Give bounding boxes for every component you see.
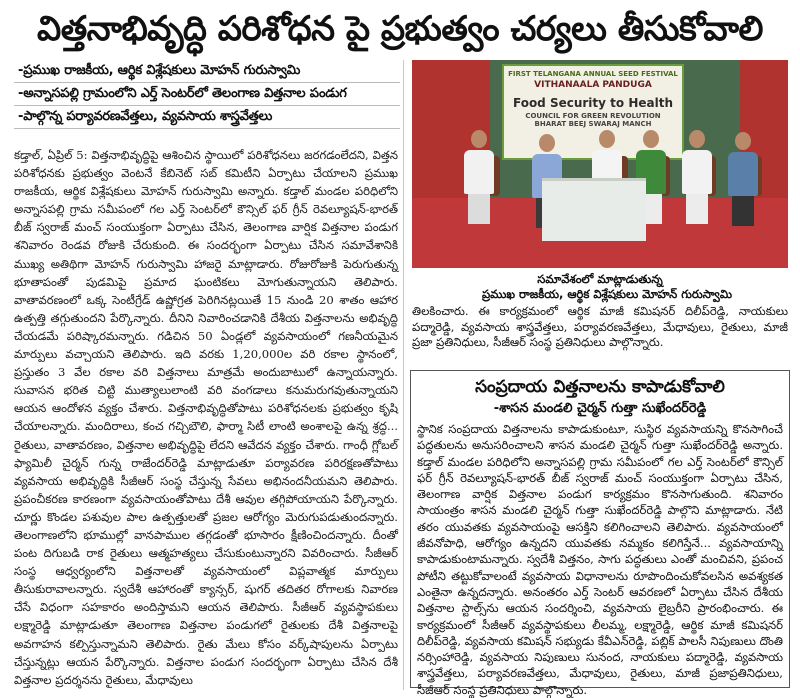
caption-line-1: సమావేశంలో మాట్లాడుతున్న — [537, 272, 663, 286]
sidebar-story-box — [410, 370, 790, 697]
banner-line-4: COUNCIL FOR GREEN REVOLUTION — [525, 112, 661, 120]
person-seated — [728, 132, 758, 226]
person-seated — [682, 130, 712, 224]
head-table — [542, 178, 646, 241]
headline: విత్తనాభివృద్ధి పరిశోధన పై ప్రభుత్వం చర్యలు తీసుకోవాలి — [37, 9, 763, 49]
person-seated — [464, 130, 494, 224]
article-body-left — [14, 146, 398, 692]
banner-line-1: FIRST TELANGANA ANNUAL SEED FESTIVAL — [508, 70, 678, 78]
subhead-speaker: -ప్రముఖ రాజకీయ, ఆర్థిక విశ్లేషకులు మోహన్ గురుస్వామి — [14, 60, 400, 83]
banner-line-2: VITHANAALA PANDUGA — [534, 80, 652, 90]
box-title: సంప్రదాయ విత్తనాలను కాపాడుకోవాలి — [475, 377, 725, 397]
article-body-right: తిలకించారు. ఈ కార్యక్రమంలో ఆర్థిక మాజీ కమిషనర్ దిలీప్‌రెడ్డి, నాయకులు పద్మారెడ్డి, వ్యవసాయ శాస్త్రవేత్తలు, పర్యావరణవేత్తలు, మేధావులు, రైతులు, మాజీ ప్రజా ప్రతినిధులు, సీజీఆర్ సంస్థ ప్రతినిధులు పాల్గొన్నారు. — [412, 304, 788, 350]
column-divider — [403, 60, 404, 690]
subhead-venue: -అన్నాసపల్లి గ్రామంలోని ఎర్త్ సెంటర్‌లో తెలంగాణ విత్తనాల పండుగ — [14, 83, 400, 106]
subheads — [14, 60, 400, 129]
banner-line-5: BHARAT BEEJ SWARAJ MANCH — [534, 120, 652, 128]
box-body: స్థానిక సంప్రదాయ విత్తనాలను కాపాడుకుంటూ, సుస్థిర వ్యవసాయన్ని కొనసాగించే పద్ధతులను అనుసరించాలని శాసన మండలి చైర్మన్ గుత్తా సుఖేందర్‌రెడ్డి అన్నారు. కడ్తాల్ మండల పరిధిలోని అన్నాసపల్లి గ్రామ సమీపంలో గల ఎర్త్ సెంటర్‌లో కౌన్సిల్ ఫర్ గ్రీన్ రెవల్యూషన్-భారత్ బీజ్ స్వరాజ్ మంచ్ సంయుక్తంగా ఏర్పాటు చేసిన, తెలంగాణ వార్షిక విత్తనాల పండుగ కార్యక్రమం కొనసాగుతుంది. శనివారం సాయంత్రం శాసన మండలి చైర్మన్ గుత్తా సుఖేందర్‌రెడ్డి పాల్గొని మాట్లాడారు. నేటి తరం యువతకు వ్యవసాయంపై ఆసక్తిని కలిగించాలని తెలిపారు. వ్యవసాయంలో జీవనోపాధి, ఆరోగ్యం ఉన్నదని యువతకు నమ్మకం కలిగిస్తేనే... వ్యవసాయాన్ని కాపాడుకుంటామన్నారు. స్వదేశీ విత్తనం, సాగు పద్ధతులు ఎంతో మంచివని, ప్రపంచ పోటీని తట్టుకోవాలంటే వ్యవసాయ విధానాలను రూపొందించుకోవలసిన అవశ్యకత ఎంతైనా ఉన్నదన్నారు. అనంతరం ఎర్త్ సెంటర్ ఆవరణలో ఏర్పాటు చేసిన దేశీయ విత్తనాల స్టాల్స్‌ను ఆయన సందర్శించి, వ్యవసాయ లైబ్రరీని ప్రారంభించారు. ఈ కార్యక్రమంలో సీజీఆర్ వ్యవస్థాపకులు లీలమ్మ, లక్ష్మారెడ్డి, ఆర్థిక మాజీ కమిషనర్ దిలీప్‌రెడ్డి, వ్యవసాయ కమిషన్ సభ్యుడు కేవీఎన్‌రెడ్డి, పబ్లిక్ పాలసీ నిపుణులు దొంతి నర్సింహారెడ్డి, వ్యవసాయ నిపుణులు సునంద, నాయకులు పద్మారెడ్డి, వ్యవసాయ శాస్త్రవేత్తలు, పర్యావరణవేత్తలు, మేధావులు, రైతులు, మాజీ ప్రజాప్రతినిధులు, సీజీఆర్ సంస్థ ప్రతినిధులు పాల్గొన్నారు. — [417, 422, 783, 697]
subhead-participants: -పాల్గొన్న పర్యావరణవేత్తలు, వ్యవసాయ శాస్త్రవేత్తలు — [14, 106, 400, 129]
banner-line-3: Food Security to Health — [512, 96, 673, 110]
article-paragraph: కడ్తాల్, ఏప్రిల్ 5: విత్తనాభివృద్ధిపై ఆశించిన స్థాయిలో పరిశోధనలు జరగడంలేదని, విత్తన పరిశోధనకు ప్రభుత్వం వెంటనే కేబినెట్ సబ్ కమిటీని ఏర్పాటు చేయాలని ప్రముఖ రాజకీయ, ఆర్థిక విశ్లేషకులు మోహన్ గురుస్వామి అన్నారు. కడ్తాల్ మండల పరిధిలోని అన్నాసపల్లి గ్రామ సమీపంలో గల ఎర్త్ సెంటర్‌లో కౌన్సిల్ ఫర్ గ్రీన్ రెవల్యూషన్-భారత్ బీజ్ స్వరాజ్ మంచ్ సంయుక్తంగా ఏర్పాటు చేసిన, తెలంగాణ వార్షిక విత్తనాల పండుగ శనివారం రెండవ రోజుకి చేరుకుంది. ఈ సందర్భంగా ఏర్పాటు చేసిన సమావేశానికి ముఖ్య అతిథిగా మోహన్ గురుస్వామి హాజరై మాట్లాడారు. రోజురోజుకి పెరుగుతున్న భూతాపంతో పుడమిపై ప్రమాద ఘంటికలు మోగుతున్నాయని తెలిపారు. వాతావరణంలో ఒక్క సెంటీగ్రేడ్ ఉష్ణోగ్రత పెరిగినట్లయితే 15 నుండి 20 శాతం ఆహార ఉత్పత్తి తగ్గుతుందని పేర్కొన్నారు. దీనిని నివారించడానికి దేశీయ విత్తనాలను అభివృద్ధి చేయడమే పరిష్కారమన్నారు. గడిచిన 50 ఏండ్లలో వ్యవసాయంలో గణనీయమైన మార్పులు వచ్చాయని తెలిపారు. ఇది వరకు 1,20,000ల వరి రకాల స్థానంలో, ప్రస్తుతం 3 వేల రకాల వరి విత్తనాలు మాత్రమే అందుబాటులో ఉన్నాయన్నారు. సువాసన భరిత చిట్టి ముత్యాలులాంటి వరి వంగడాలు కనుమరుగవుతున్నాయని ఆయన ఆందోళన వ్యక్తం చేశారు. విత్తనాభివృద్ధితోపాటు పరిశోధనలకు ప్రభుత్వం కృషి చేయాలన్నారు. మందిరాలు, కంచ గచ్చిబౌలి, ఫార్మా సిటీ లాంటి అంశాలపై ఉన్న శ్రద్ధ... రైతులు, వాతావరణం, విత్తనాల అభివృద్ధిపై లేదని ఆవేదన వ్యక్తం చేశారు. గాంధీ గ్లోబల్ ఫ్యామిలీ చైర్మన్ గున్న రాజేందర్‌రెడ్డి మాట్లాడుతూ పర్యావరణ పరిరక్షణతోపాటు వ్యవసాయ అభివృద్ధికి సీజీఆర్ సంస్థ చేస్తున్న సేవలు అభినందనీయమని తెలిపారు. ప్రపంచీకరణ కారణంగా వ్యవసాయంతోపాటు దేశీ ఆవుల తగ్గిపోయాయని పేర్కొన్నారు. చూర్ణు కొండల పశువుల పాల ఉత్పత్తులతో ప్రజల ఆరోగ్యం మెరుగుపడుతుందన్నారు. తెలంగాణలోని భూముల్లో వానపాముల తగ్గడంతో భూసారం క్షీణించిందన్నారు. దీంతో పంట దిగుబడి రాక రైతులు ఆత్మహత్యలు చేసుకుంటున్నారని వివరించారు. సీజీఆర్ సంస్థ ఆధ్వర్యంలోని విత్తనాలతో వ్యవసాయంలో విప్లవాత్మక మార్పులు తీసుకురావాలన్నారు. స్వదేశీ ఆహారంతో క్యాన్సర్, షుగర్ తదితర రోగాలకు నివారణ చేసే విధంగా సహకారం అందిస్తామని ఆయన తెలిపారు. సీజీఆర్ వ్యవస్థాపకులు లక్ష్మారెడ్డి మాట్లాడుతూ తెలంగాణ విత్తనాల పండుగలో రైతులకు దేశీ విత్తనాలపై అవగాహన కల్పిస్తున్నామని తెలిపారు. రైతు మేలు కోసం వర్క్‌షాపులను ఏర్పాటు చేస్తున్నట్లు ఆయన పేర్కొన్నారు. విత్తనాల పండుగ సందర్భంగా ఏర్పాటు చేసిన దేశీ విత్తనాల ప్రదర్శనను రైతులు, మేధావులు — [14, 148, 398, 687]
photo-caption — [412, 272, 788, 302]
caption-line-2: ప్రముఖ రాజకీయ, ఆర్థిక విశ్లేషకులు మోహన్ గురుస్వామి — [482, 287, 732, 301]
box-subtitle: -శాసన మండలి చైర్మన్ గుత్తా సుఖేందర్‌రెడ్డి — [493, 401, 707, 416]
event-photo — [412, 60, 788, 268]
